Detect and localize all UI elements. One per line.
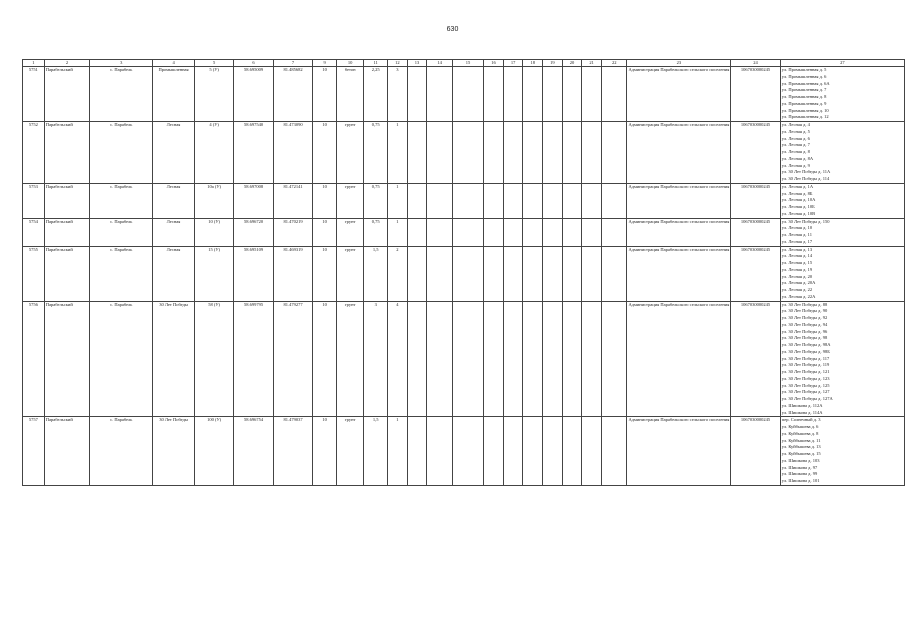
empty-cell	[562, 246, 582, 301]
settlement-cell: с. Парабель	[90, 122, 153, 184]
empty-cell	[543, 301, 563, 417]
longitude-cell: 81.472141	[273, 183, 313, 218]
empty-cell	[523, 183, 543, 218]
empty-cell	[523, 246, 543, 301]
address-line: ул. 30 Лет Победы д. 150	[781, 218, 830, 224]
latitude-cell: 58.695009	[234, 67, 274, 122]
column-header: 4	[153, 60, 195, 67]
address-line: ул. Лесная д. 17	[781, 238, 813, 244]
empty-cell	[582, 417, 602, 486]
empty-cell	[543, 417, 563, 486]
column-header: 21	[582, 60, 602, 67]
table-row	[23, 246, 905, 301]
longitude-cell: 81.479037	[273, 417, 313, 486]
empty-cell	[523, 218, 543, 246]
ogrn-cell: 1067030000245	[731, 183, 781, 218]
address-line: ул. Лесная д. 6	[781, 135, 810, 141]
surface-cell: грунт	[336, 417, 364, 486]
col9-cell: 10	[313, 218, 337, 246]
owner-cell: Администрация Парабельского сельского поселения	[627, 218, 731, 246]
owner-cell: Администрация Парабельского сельского поселения	[627, 246, 731, 301]
area-cell: 2,25	[364, 67, 388, 122]
area-cell: 3	[364, 301, 388, 417]
row-number: 5756	[23, 301, 45, 417]
area-cell: 1,5	[364, 417, 388, 486]
street-cell: Лесная	[153, 246, 195, 301]
surface-cell: грунт	[336, 246, 364, 301]
empty-cell	[601, 301, 626, 417]
container-count-cell: 3	[388, 67, 408, 122]
address-line: ул. Промышленная д. 9	[781, 100, 827, 106]
latitude-cell: 58.697008	[234, 183, 274, 218]
latitude-cell: 58.696754	[234, 417, 274, 486]
longitude-cell: 81.470219	[273, 218, 313, 246]
empty-cell	[543, 183, 563, 218]
empty-cell	[601, 122, 626, 184]
address-line: ул. Лесная д. 9	[781, 162, 810, 168]
ogrn-cell: 1067030000245	[731, 246, 781, 301]
container-count-cell: 1	[388, 218, 408, 246]
address-line: ул. Шишкова д. 97	[781, 464, 818, 470]
column-header: 18	[523, 60, 543, 67]
empty-cell	[452, 122, 483, 184]
settlement-cell: с. Парабель	[90, 218, 153, 246]
address-line: ул. Лесная д. 20А	[781, 280, 816, 286]
empty-cell	[523, 122, 543, 184]
area-cell: 0,75	[364, 183, 388, 218]
address-line: ул. Лесная д. 8А	[781, 155, 814, 161]
address-line: ул. Лесная д. 8Б	[781, 190, 813, 196]
empty-cell	[503, 246, 523, 301]
address-line: ул. Промышленная д. 10	[781, 107, 829, 113]
container-count-cell: 1	[388, 183, 408, 218]
house-number-cell: 4 (У)	[194, 122, 233, 184]
empty-cell	[407, 183, 427, 218]
table-row	[23, 183, 905, 218]
empty-cell	[503, 301, 523, 417]
empty-cell	[484, 246, 504, 301]
house-number-cell: 58 (У)	[194, 301, 233, 417]
addresses-cell	[780, 301, 904, 417]
house-number-cell: 10 (У)	[194, 218, 233, 246]
address-line: ул. Куйбышева д. 11	[781, 437, 821, 443]
address-line: ул. Лесная д. 15	[781, 260, 813, 265]
empty-cell	[523, 67, 543, 122]
empty-cell	[562, 183, 582, 218]
container-count-cell: 4	[388, 301, 408, 417]
address-line: ул. Шишкова д. 101	[781, 478, 820, 483]
address-line: ул. 30 Лет Победы д. 90	[781, 308, 828, 314]
header-row	[23, 60, 905, 67]
house-number-cell: 5 (У)	[194, 67, 233, 122]
ogrn-cell: 1067030000245	[731, 218, 781, 246]
owner-cell: Администрация Парабельского сельского поселения	[627, 183, 731, 218]
column-header: 16	[484, 60, 504, 67]
column-header: 12	[388, 60, 408, 67]
latitude-cell: 58.695109	[234, 246, 274, 301]
address-line: ул. Лесная д. 14	[781, 253, 813, 259]
longitude-cell: 81.469319	[273, 246, 313, 301]
empty-cell	[427, 417, 452, 486]
container-count-cell: 2	[388, 246, 408, 301]
empty-cell	[452, 183, 483, 218]
empty-cell	[503, 122, 523, 184]
empty-cell	[427, 246, 452, 301]
address-line: пер. Солнечный д. 3	[781, 417, 821, 423]
surface-cell: грунт	[336, 122, 364, 184]
address-line: ул. 30 Лет Победы д. 121	[781, 369, 830, 374]
address-line: ул. Лесная д. 22	[781, 287, 813, 292]
empty-cell	[562, 301, 582, 417]
addresses-cell	[780, 122, 904, 184]
column-header: 1	[23, 60, 45, 67]
empty-cell	[407, 417, 427, 486]
register-table	[22, 59, 905, 486]
street-cell: Лесная	[153, 122, 195, 184]
empty-cell	[562, 67, 582, 122]
ogrn-cell: 1067030000245	[731, 67, 781, 122]
empty-cell	[582, 67, 602, 122]
address-line: ул. Промышленная д. 12	[781, 114, 829, 120]
empty-cell	[452, 218, 483, 246]
address-line: ул. 30 Лет Победы д. 98А	[781, 342, 831, 347]
empty-cell	[562, 218, 582, 246]
address-line: ул. Промышленная д. 6А	[781, 80, 830, 86]
empty-cell	[484, 301, 504, 417]
address-line: ул. Лесная д. 10Б	[781, 204, 815, 209]
surface-cell: грунт	[336, 301, 364, 417]
empty-cell	[582, 122, 602, 184]
ogrn-cell: 1067030000245	[731, 301, 781, 417]
address-line: ул. 30 Лет Победы д. 127	[781, 389, 830, 395]
empty-cell	[503, 417, 523, 486]
empty-cell	[523, 417, 543, 486]
area-cell: 0,75	[364, 218, 388, 246]
area-cell: 1,5	[364, 246, 388, 301]
address-line: ул. Лесная д. 19	[781, 266, 813, 272]
street-cell: Лесная	[153, 218, 195, 246]
street-cell: 30 Лет Победы	[153, 417, 195, 486]
longitude-cell: 81.473090	[273, 122, 313, 184]
column-header: 22	[601, 60, 626, 67]
district-cell: Парабельский	[44, 122, 90, 184]
addresses-cell	[780, 417, 904, 486]
empty-cell	[543, 122, 563, 184]
empty-cell	[582, 218, 602, 246]
longitude-cell: 81.485682	[273, 67, 313, 122]
column-header: 6	[234, 60, 274, 67]
address-line: ул. 30 Лет Победы д. 119	[781, 362, 830, 368]
street-cell: 30 Лет Победы	[153, 301, 195, 417]
empty-cell	[601, 183, 626, 218]
table-row	[23, 218, 905, 246]
empty-cell	[484, 122, 504, 184]
district-cell: Парабельский	[44, 218, 90, 246]
empty-cell	[427, 122, 452, 184]
address-line: ул. Куйбышева д. 13	[781, 444, 821, 450]
empty-cell	[543, 67, 563, 122]
address-line: ул. Шишкова д. 112А	[781, 402, 823, 408]
empty-cell	[484, 183, 504, 218]
address-line: ул. Куйбышева д. 8	[781, 430, 819, 436]
empty-cell	[601, 417, 626, 486]
street-cell: Промышленная	[153, 67, 195, 122]
street-cell: Лесная	[153, 183, 195, 218]
address-line: ул. Лесная д. 22А	[781, 293, 816, 299]
address-line: ул. 30 Лет Победы д. 114	[781, 176, 830, 181]
address-line: ул. 30 Лет Победы д. 127А	[781, 396, 833, 401]
district-cell: Парабельский	[44, 417, 90, 486]
column-header: 5	[194, 60, 233, 67]
address-line: ул. 30 Лет Победы д. 125	[781, 382, 830, 388]
ogrn-cell: 1067030000245	[731, 417, 781, 486]
district-cell: Парабельский	[44, 67, 90, 122]
page-number: 630	[446, 26, 459, 33]
row-number: 5754	[23, 218, 45, 246]
address-line: ул. Лесная д. 13	[781, 246, 813, 252]
empty-cell	[407, 67, 427, 122]
empty-cell	[427, 301, 452, 417]
empty-cell	[503, 183, 523, 218]
addresses-cell	[780, 246, 904, 301]
address-line: ул. 30 Лет Победы д. 11А	[781, 169, 831, 175]
address-line: ул. 30 Лет Победы д. 123	[781, 375, 830, 381]
empty-cell	[427, 67, 452, 122]
row-number: 5753	[23, 183, 45, 218]
column-header: 11	[364, 60, 388, 67]
row-number: 5755	[23, 246, 45, 301]
empty-cell	[484, 67, 504, 122]
addresses-cell	[780, 218, 904, 246]
column-header: 23	[627, 60, 731, 67]
settlement-cell: с. Парабель	[90, 301, 153, 417]
address-line: ул. Лесная д. 10	[781, 225, 813, 231]
address-line: ул. Куйбышева д. 6	[781, 424, 819, 429]
column-header: 10	[336, 60, 364, 67]
longitude-cell: 81.479277	[273, 301, 313, 417]
col9-cell: 10	[313, 246, 337, 301]
empty-cell	[452, 67, 483, 122]
col9-cell: 10	[313, 67, 337, 122]
address-line: ул. Лесная д. 20	[781, 273, 813, 279]
container-count-cell: 1	[388, 122, 408, 184]
address-line: ул. Лесная д. 8	[781, 149, 810, 154]
empty-cell	[503, 67, 523, 122]
table-row	[23, 67, 905, 122]
empty-cell	[503, 218, 523, 246]
owner-cell: Администрация Парабельского сельского поселения	[627, 417, 731, 486]
settlement-cell: с. Парабель	[90, 246, 153, 301]
surface-cell: бетон	[336, 67, 364, 122]
address-line: ул. Лесная д. 10В	[781, 210, 816, 216]
address-line: ул. 30 Лет Победы д. 92	[781, 315, 828, 320]
address-line: ул. Шишкова д. 103	[781, 457, 820, 463]
col9-cell: 10	[313, 122, 337, 184]
empty-cell	[407, 122, 427, 184]
column-header: 20	[562, 60, 582, 67]
table-row	[23, 417, 905, 486]
row-number: 5751	[23, 67, 45, 122]
address-line: ул. Промышленная д. 7	[781, 87, 827, 93]
empty-cell	[601, 67, 626, 122]
empty-cell	[407, 218, 427, 246]
address-line: ул. Лесная д. 1А	[781, 183, 814, 189]
column-header: 19	[543, 60, 563, 67]
column-header: 27	[780, 60, 904, 67]
address-line: ул. 30 Лет Победы д. 98Б	[781, 348, 830, 354]
address-line: ул. Промышленная д. 8	[781, 94, 827, 99]
col9-cell: 10	[313, 417, 337, 486]
address-line: ул. 30 Лет Победы д. 94	[781, 321, 828, 327]
column-header: 7	[273, 60, 313, 67]
address-line: ул. Лесная д. 7	[781, 142, 810, 148]
district-cell: Парабельский	[44, 301, 90, 417]
surface-cell: грунт	[336, 218, 364, 246]
house-number-cell: 100 (У)	[194, 417, 233, 486]
empty-cell	[582, 183, 602, 218]
address-line: ул. 30 Лет Победы д. 117	[781, 355, 830, 361]
table-row	[23, 122, 905, 184]
address-line: ул. Лесная д. 10А	[781, 197, 816, 203]
house-number-cell: 15 (У)	[194, 246, 233, 301]
address-line: ул. Шишкова д. 99	[781, 471, 818, 477]
container-count-cell: 1	[388, 417, 408, 486]
row-number: 5757	[23, 417, 45, 486]
empty-cell	[582, 246, 602, 301]
district-cell: Парабельский	[44, 183, 90, 218]
empty-cell	[484, 218, 504, 246]
empty-cell	[543, 218, 563, 246]
empty-cell	[407, 246, 427, 301]
empty-cell	[452, 246, 483, 301]
empty-cell	[601, 218, 626, 246]
owner-cell: Администрация Парабельского сельского поселения	[627, 301, 731, 417]
address-line: ул. Лесная д. 11	[781, 232, 812, 237]
column-header: 17	[503, 60, 523, 67]
column-header: 13	[407, 60, 427, 67]
owner-cell: Администрация Парабельского сельского поселения	[627, 122, 731, 184]
empty-cell	[407, 301, 427, 417]
empty-cell	[562, 417, 582, 486]
address-line: ул. 30 Лет Победы д. 98	[781, 335, 828, 341]
settlement-cell: с. Парабель	[90, 67, 153, 122]
address-line: ул. Куйбышева д. 15	[781, 451, 821, 456]
empty-cell	[601, 246, 626, 301]
empty-cell	[452, 301, 483, 417]
settlement-cell: с. Парабель	[90, 183, 153, 218]
col9-cell: 10	[313, 301, 337, 417]
empty-cell	[562, 122, 582, 184]
addresses-cell	[780, 67, 904, 122]
settlement-cell: с. Парабель	[90, 417, 153, 486]
address-line: ул. Лесная д. 5	[781, 128, 810, 134]
latitude-cell: 58.697540	[234, 122, 274, 184]
latitude-cell: 58.696720	[234, 218, 274, 246]
address-line: ул. Промышленная д. 5	[781, 67, 827, 72]
col9-cell: 10	[313, 183, 337, 218]
address-line: ул. Промышленная д. 6	[781, 73, 827, 79]
owner-cell: Администрация Парабельского сельского поселения	[627, 67, 731, 122]
empty-cell	[452, 417, 483, 486]
column-header: 24	[731, 60, 781, 67]
house-number-cell: 10а (У)	[194, 183, 233, 218]
addresses-cell	[780, 183, 904, 218]
empty-cell	[523, 301, 543, 417]
row-number: 5752	[23, 122, 45, 184]
empty-cell	[427, 183, 452, 218]
column-header: 3	[90, 60, 153, 67]
area-cell: 0,75	[364, 122, 388, 184]
column-header: 9	[313, 60, 337, 67]
ogrn-cell: 1067030000245	[731, 122, 781, 184]
address-line: ул. Лесная д. 4	[781, 122, 810, 127]
address-line: ул. Шишкова д. 114А	[781, 409, 823, 415]
column-header: 14	[427, 60, 452, 67]
address-line: ул. 30 Лет Победы д. 96	[781, 328, 828, 334]
empty-cell	[543, 246, 563, 301]
district-cell: Парабельский	[44, 246, 90, 301]
latitude-cell: 58.699795	[234, 301, 274, 417]
table-row	[23, 301, 905, 417]
empty-cell	[427, 218, 452, 246]
column-header: 2	[44, 60, 90, 67]
address-line: ул. 30 Лет Победы д. 88	[781, 301, 828, 307]
surface-cell: грунт	[336, 183, 364, 218]
empty-cell	[484, 417, 504, 486]
empty-cell	[582, 301, 602, 417]
column-header: 15	[452, 60, 483, 67]
